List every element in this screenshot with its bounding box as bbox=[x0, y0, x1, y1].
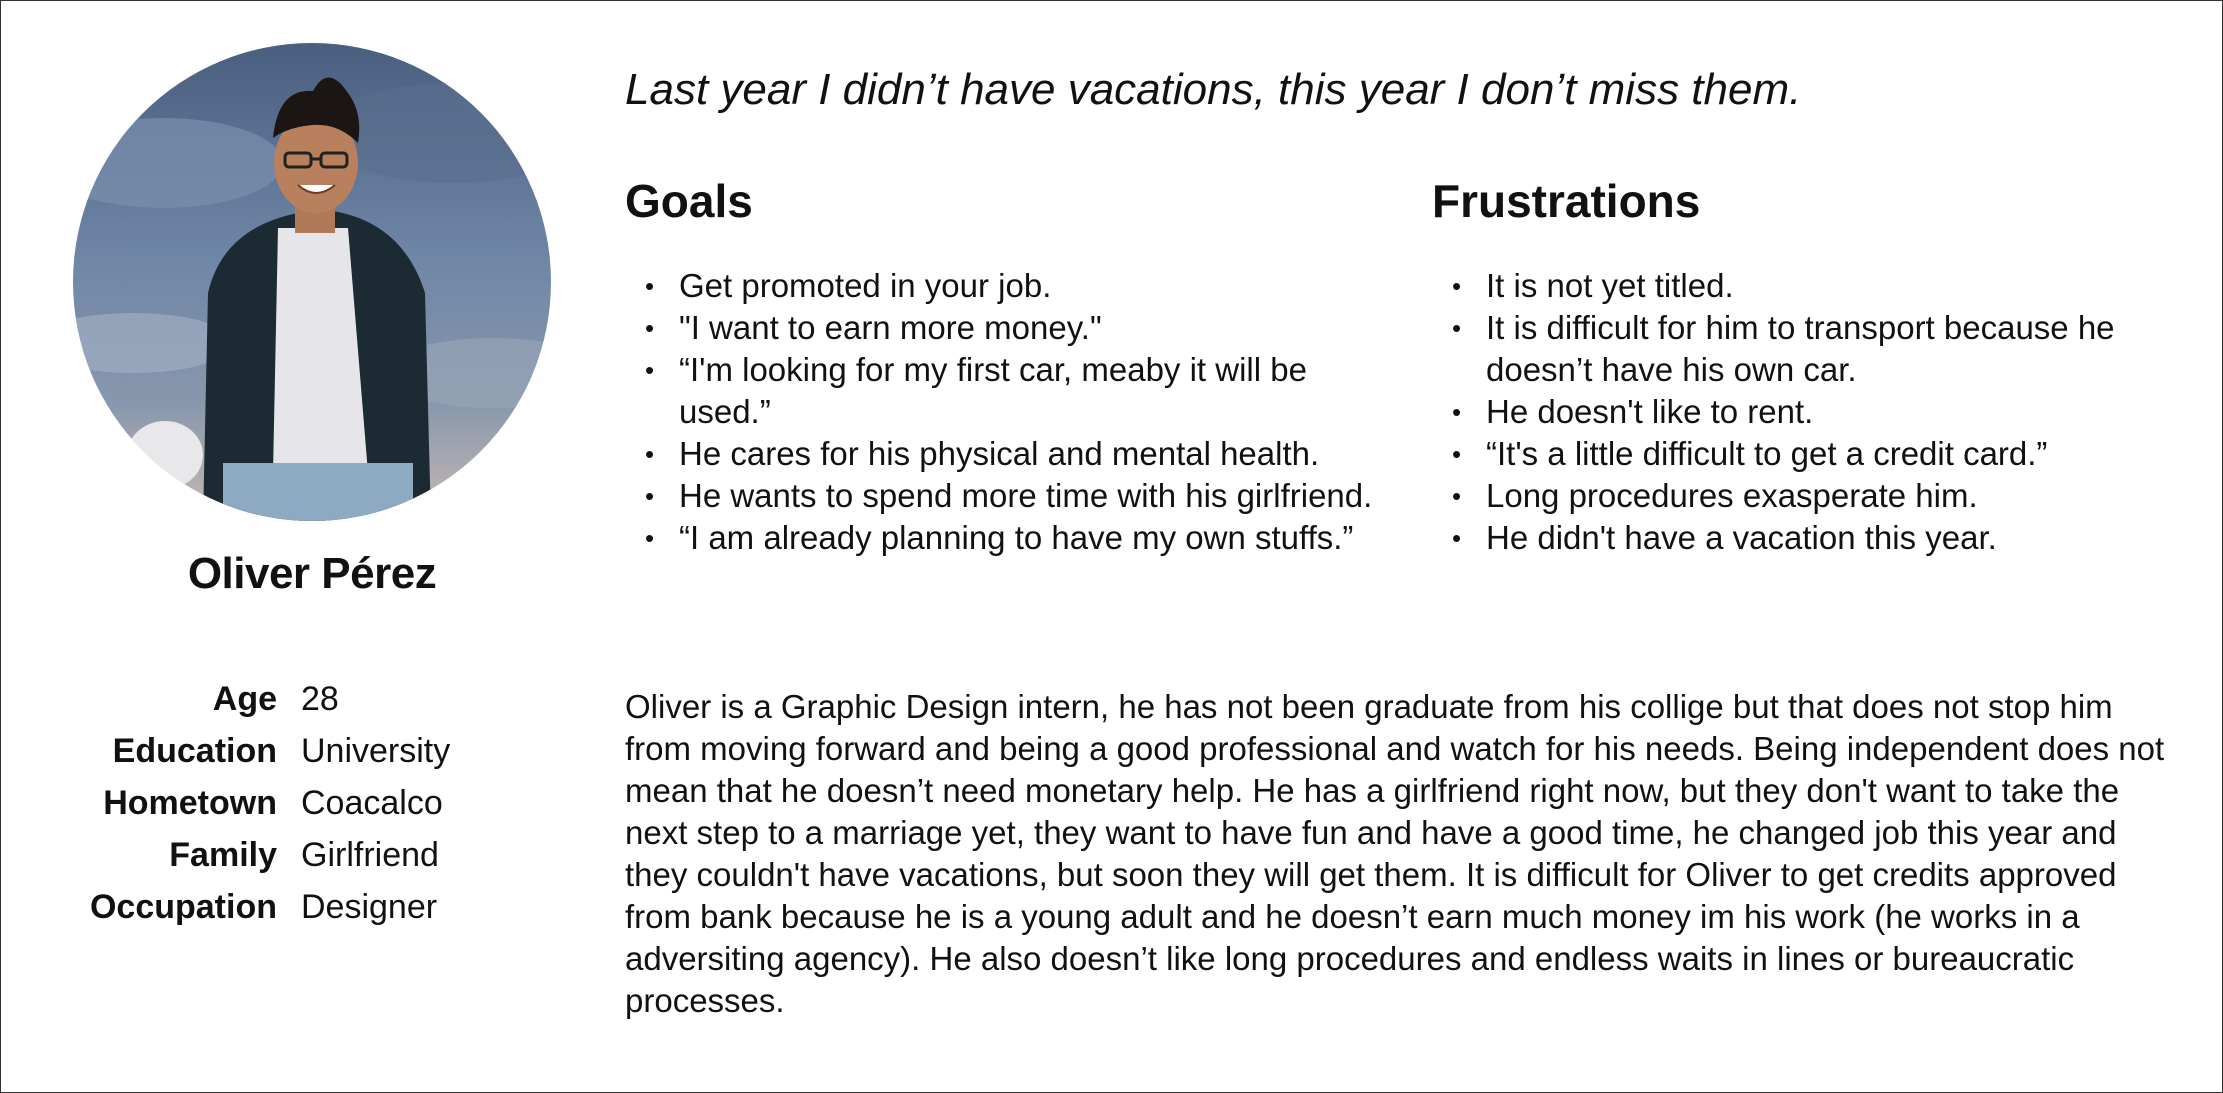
list-item: • He didn't have a vacation this year. bbox=[1486, 517, 2192, 559]
persona-bio: Oliver is a Graphic Design intern, he has not been graduate from his collige but that does not stop him from moving forward and being a good professional and watch for his needs. Being independent does not mean that he doesn’t need monetary help. He has a girlfriend right now, but they don't want to take the next step to a marriage yet, they want to have fun and have a good time, he changed job this year and they couldn't have vacations, but soon they will get them. It is difficult for Oliver to get credits approved from bank because he is a young adult and he doesn’t earn much money im his work (he works in a adversiting agency). He also doesn’t like long procedures and endless waits in lines or bureaucratic processes. bbox=[625, 688, 2165, 1019]
list-item: • “I'm looking for my first car, meaby it will be used.” bbox=[679, 349, 1395, 433]
fact-label: Age bbox=[212, 679, 277, 718]
fact-age bbox=[61, 673, 521, 725]
fact-value: Designer bbox=[301, 887, 438, 926]
goals-section bbox=[625, 173, 1395, 559]
list-item: • He wants to spend more time with his girlfriend. bbox=[679, 475, 1395, 517]
fact-label: Occupation bbox=[89, 887, 277, 926]
avatar-photo bbox=[73, 43, 551, 521]
fact-label: Hometown bbox=[103, 783, 277, 822]
fact-label: Education bbox=[112, 731, 277, 770]
avatar bbox=[73, 43, 551, 521]
frustrations-heading: Frustrations bbox=[1432, 175, 1701, 227]
goals-list bbox=[625, 265, 1395, 559]
fact-education bbox=[61, 725, 521, 777]
list-item: • It is not yet titled. bbox=[1486, 265, 2192, 307]
persona-facts bbox=[61, 673, 521, 933]
list-item: • He cares for his physical and mental health. bbox=[679, 433, 1395, 475]
fact-value: Girlfriend bbox=[301, 835, 439, 874]
frustrations-list bbox=[1432, 265, 2192, 559]
persona-quote: Last year I didn’t have vacations, this year I don’t miss them. bbox=[625, 65, 1802, 114]
fact-hometown bbox=[61, 777, 521, 829]
fact-value: University bbox=[301, 731, 451, 770]
fact-label: Family bbox=[169, 835, 277, 874]
list-item: • “I am already planning to have my own stuffs.” bbox=[679, 517, 1395, 559]
list-item: • It is difficult for him to transport because he doesn’t have his own car. bbox=[1486, 307, 2192, 391]
fact-value: Coacalco bbox=[301, 783, 443, 822]
goals-heading: Goals bbox=[625, 175, 753, 227]
list-item: • “It's a little difficult to get a credit card.” bbox=[1486, 433, 2192, 475]
fact-occupation bbox=[61, 881, 521, 933]
list-item: • "I want to earn more money." bbox=[679, 307, 1395, 349]
fact-family bbox=[61, 829, 521, 881]
frustrations-section bbox=[1432, 173, 2192, 559]
list-item: • Long procedures exasperate him. bbox=[1486, 475, 2192, 517]
persona-name: Oliver Pérez bbox=[187, 549, 437, 598]
list-item: • Get promoted in your job. bbox=[679, 265, 1395, 307]
list-item: • He doesn't like to rent. bbox=[1486, 391, 2192, 433]
fact-value: 28 bbox=[301, 679, 339, 718]
